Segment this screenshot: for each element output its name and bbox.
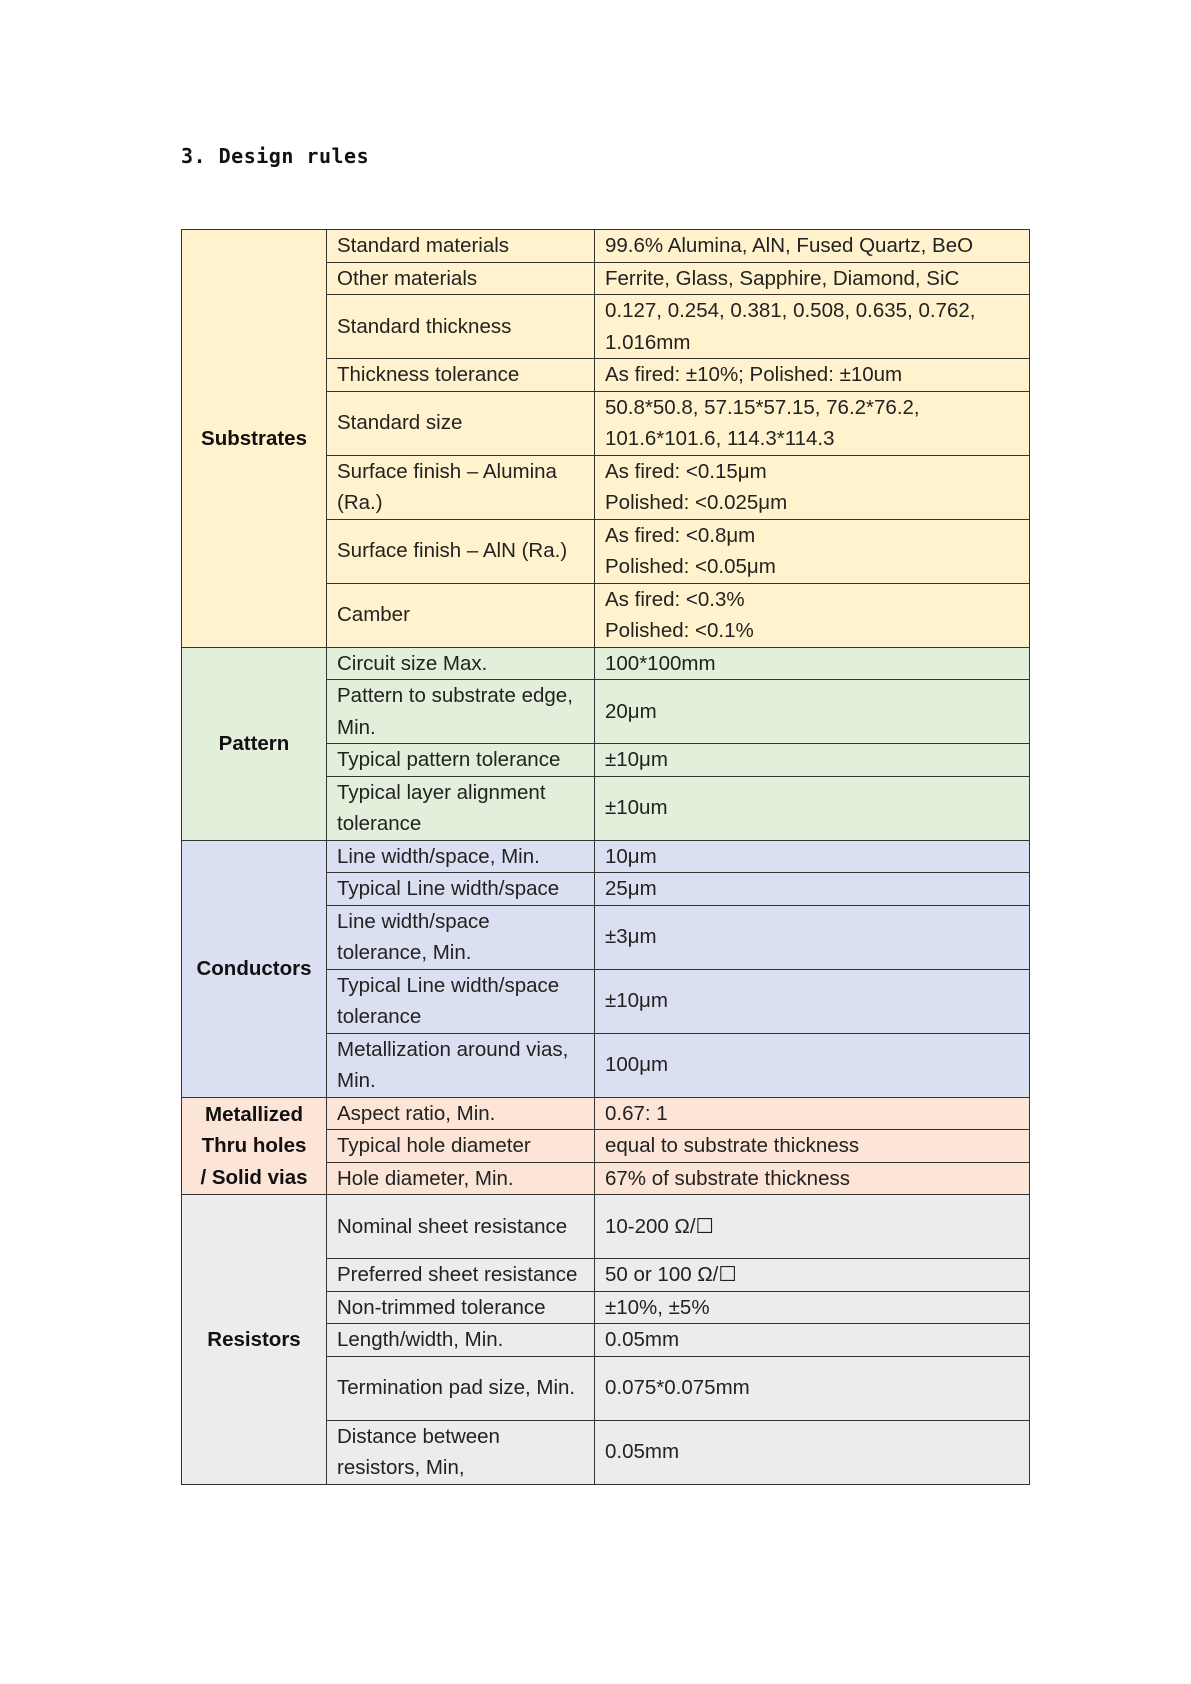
group-label-line: Metallized: [205, 1102, 303, 1126]
param-cell: Surface finish – Alumina (Ra.): [327, 455, 595, 519]
param-cell: Termination pad size, Min.: [327, 1356, 595, 1420]
value-cell: 50 or 100 Ω/☐: [595, 1259, 1030, 1292]
value-cell: 0.127, 0.254, 0.381, 0.508, 0.635, 0.762, 1.016mm: [595, 295, 1030, 359]
value-cell: 0.075*0.075mm: [595, 1356, 1030, 1420]
value-cell: 10μm: [595, 840, 1030, 873]
value-cell: Ferrite, Glass, Sapphire, Diamond, SiC: [595, 262, 1030, 295]
value-line: As fired: <0.8μm: [605, 523, 756, 547]
group-label-pattern: Pattern: [182, 647, 327, 840]
param-cell: Aspect ratio, Min.: [327, 1097, 595, 1130]
value-line: Polished: <0.025μm: [605, 491, 788, 514]
value-cell: equal to substrate thickness: [595, 1130, 1030, 1163]
param-cell: Typical Line width/space tolerance: [327, 969, 595, 1033]
value-cell: ±10um: [595, 776, 1030, 840]
group-label-line: Thru holes: [201, 1134, 307, 1157]
value-line: As fired: <0.15μm: [605, 459, 767, 483]
value-line: As fired: <0.3%: [605, 587, 745, 611]
value-line: Polished: <0.1%: [605, 619, 754, 642]
group-label-vias: [182, 1097, 327, 1195]
table-row: [182, 230, 1030, 263]
param-cell: Camber: [327, 583, 595, 647]
param-cell: Standard size: [327, 391, 595, 455]
value-cell: [595, 583, 1030, 647]
value-cell: 0.05mm: [595, 1420, 1030, 1484]
value-cell: ±10μm: [595, 969, 1030, 1033]
param-cell: Thickness tolerance: [327, 359, 595, 392]
param-cell: Surface finish – AlN (Ra.): [327, 519, 595, 583]
value-cell: [595, 455, 1030, 519]
table-row: [182, 1097, 1030, 1130]
param-cell: Line width/space tolerance, Min.: [327, 905, 595, 969]
param-cell: Typical hole diameter: [327, 1130, 595, 1163]
group-label-resistors: Resistors: [182, 1195, 327, 1485]
param-cell: Hole diameter, Min.: [327, 1162, 595, 1195]
param-cell: Line width/space, Min.: [327, 840, 595, 873]
group-label-conductors: Conductors: [182, 840, 327, 1097]
value-cell: 0.67: 1: [595, 1097, 1030, 1130]
param-cell: Standard thickness: [327, 295, 595, 359]
param-cell: Other materials: [327, 262, 595, 295]
design-rules-table: [181, 229, 1030, 1485]
param-cell: Length/width, Min.: [327, 1324, 595, 1357]
param-cell: Typical Line width/space: [327, 873, 595, 906]
value-cell: 0.05mm: [595, 1324, 1030, 1357]
value-line: Polished: <0.05μm: [605, 555, 776, 578]
value-cell: As fired: ±10%; Polished: ±10um: [595, 359, 1030, 392]
table-row: [182, 840, 1030, 873]
value-cell: 10-200 Ω/☐: [595, 1195, 1030, 1259]
value-cell: 100*100mm: [595, 647, 1030, 680]
group-label-line: / Solid vias: [200, 1165, 308, 1189]
value-cell: ±10%, ±5%: [595, 1291, 1030, 1324]
param-cell: Typical layer alignment tolerance: [327, 776, 595, 840]
value-cell: 100μm: [595, 1033, 1030, 1097]
param-cell: Preferred sheet resistance: [327, 1259, 595, 1292]
param-cell: Pattern to substrate edge, Min.: [327, 680, 595, 744]
param-cell: Non-trimmed tolerance: [327, 1291, 595, 1324]
value-cell: ±3μm: [595, 905, 1030, 969]
param-cell: Typical pattern tolerance: [327, 744, 595, 777]
value-cell: ±10μm: [595, 744, 1030, 777]
param-cell: Distance between resistors, Min,: [327, 1420, 595, 1484]
page-heading: 3. Design rules: [181, 144, 370, 168]
param-cell: Metallization around vias, Min.: [327, 1033, 595, 1097]
group-label-substrates: Substrates: [182, 230, 327, 648]
table-row: [182, 1195, 1030, 1259]
param-cell: Standard materials: [327, 230, 595, 263]
value-cell: 25μm: [595, 873, 1030, 906]
value-cell: 20μm: [595, 680, 1030, 744]
value-cell: [595, 519, 1030, 583]
value-cell: 67% of substrate thickness: [595, 1162, 1030, 1195]
param-cell: Circuit size Max.: [327, 647, 595, 680]
param-cell: Nominal sheet resistance: [327, 1195, 595, 1259]
value-cell: 99.6% Alumina, AlN, Fused Quartz, BeO: [595, 230, 1030, 263]
value-cell: 50.8*50.8, 57.15*57.15, 76.2*76.2, 101.6*101.6, 114.3*114.3: [595, 391, 1030, 455]
table-row: [182, 647, 1030, 680]
